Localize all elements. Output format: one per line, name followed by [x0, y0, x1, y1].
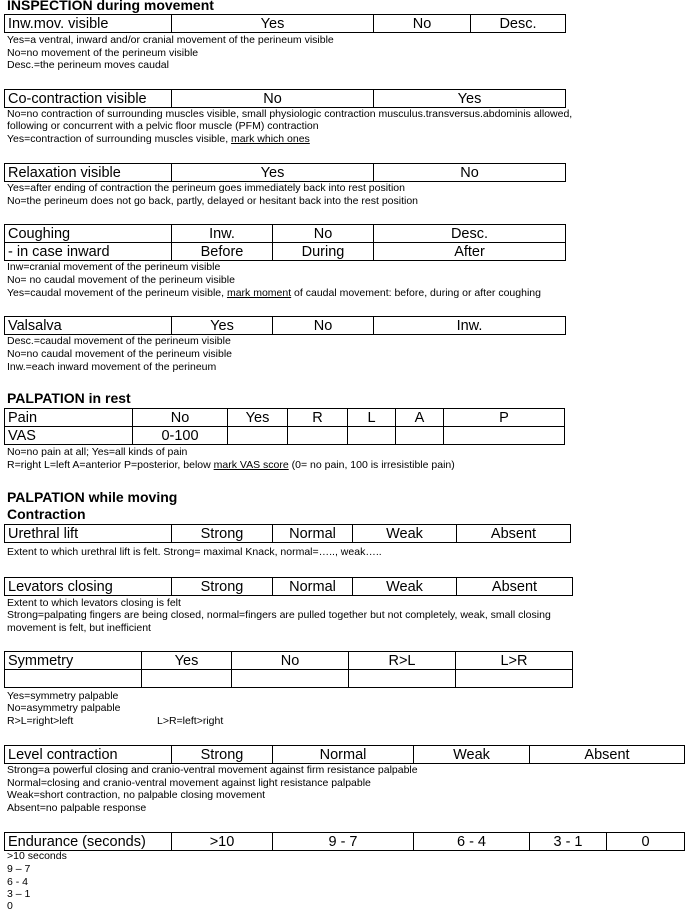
note: 3 – 1 [7, 888, 31, 900]
urethral-lift-table [4, 524, 571, 543]
coughing-table [4, 224, 566, 261]
inspection-heading: INSPECTION during movement [7, 0, 214, 13]
row-label: - in case inward [5, 243, 172, 261]
note: Extent to which levators closing is felt [7, 597, 181, 609]
note: R>L=right>left [7, 715, 74, 727]
table-row [5, 670, 573, 688]
note-underlined: mark moment [226, 287, 292, 299]
option-r[interactable]: R [288, 409, 348, 427]
option-inw[interactable]: Inw. [374, 317, 566, 335]
row-label: Coughing [5, 225, 172, 243]
empty-cell[interactable] [142, 670, 232, 688]
option-l-gt-r[interactable]: L>R [456, 652, 573, 670]
table-row [5, 652, 573, 670]
option-absent[interactable]: Absent [457, 578, 573, 596]
option-strong[interactable]: Strong [172, 525, 273, 543]
row-label: Co-contraction visible [5, 90, 172, 108]
note: Strong=palpating fingers are being closed, normal=fingers are pulled together but not completely, weak, small closing [7, 609, 551, 621]
levators-closing-table [4, 577, 573, 596]
option-before[interactable]: Before [172, 243, 273, 261]
row-label: Relaxation visible [5, 164, 172, 182]
option-normal[interactable]: Normal [273, 746, 414, 764]
note: No=asymmetry palpable [7, 702, 121, 714]
note: Extent to which urethral lift is felt. Strong= maximal Knack, normal=….., weak….. [7, 546, 382, 558]
valsalva-table [4, 316, 566, 335]
inw-mov-table [4, 14, 566, 33]
note-text: Yes=contraction of surrounding muscles visible, [7, 133, 232, 145]
option-p[interactable]: P [444, 409, 565, 427]
option-no[interactable]: No [273, 317, 374, 335]
option-normal[interactable]: Normal [273, 525, 353, 543]
note: No= no caudal movement of the perineum visible [7, 274, 235, 286]
relaxation-table [4, 163, 566, 182]
table-row [5, 243, 566, 261]
option-weak[interactable]: Weak [353, 578, 457, 596]
note: No=no caudal movement of the perineum visible [7, 348, 233, 360]
note-text: Yes=caudal movement of the perineum visible, [7, 287, 227, 299]
option-absent[interactable]: Absent [530, 746, 685, 764]
option-yes[interactable]: Yes [374, 90, 566, 108]
note-underlined: mark which ones [231, 133, 310, 145]
option-3-1[interactable]: 3 - 1 [530, 833, 607, 851]
note-text: R=right L=left A=anterior P=posterior, below [7, 459, 214, 471]
table-row [5, 578, 573, 596]
note: Inw=cranial movement of the perineum visible [7, 261, 221, 273]
table-row [5, 15, 566, 33]
option-yes[interactable]: Yes [142, 652, 232, 670]
note: >10 seconds [7, 850, 67, 862]
endurance-table [4, 832, 685, 851]
option-no[interactable]: No [374, 15, 471, 33]
note: following or concurrent with a pelvic floor muscle (PFM) contraction [7, 120, 319, 132]
note: Strong=a powerful closing and cranio-ventral movement against firm resistance palpable [7, 764, 418, 776]
note: 9 – 7 [7, 863, 31, 875]
option-after[interactable]: After [374, 243, 566, 261]
option-9-7[interactable]: 9 - 7 [273, 833, 414, 851]
note: No=no movement of the perineum visible [7, 47, 199, 59]
note-text: (0= no pain, 100 is irresistible pain) [288, 459, 455, 471]
note: No=no contraction of surrounding muscles visible, small physiologic contraction musculus.transversus.abdominis allowed, [7, 108, 573, 120]
empty-cell[interactable] [349, 670, 456, 688]
note: Absent=no palpable response [7, 802, 147, 814]
note: Yes=a ventral, inward and/or cranial movement of the perineum visible [7, 34, 334, 46]
contraction-subheading: Contraction [7, 506, 86, 522]
vas-cell[interactable] [288, 427, 348, 445]
table-row [5, 409, 565, 427]
option-desc[interactable]: Desc. [471, 15, 566, 33]
option-yes[interactable]: Yes [172, 317, 273, 335]
option-a[interactable]: A [396, 409, 444, 427]
row-label: Endurance (seconds) [5, 833, 172, 851]
option-normal[interactable]: Normal [273, 578, 353, 596]
note: Desc.=caudal movement of the perineum visible [7, 335, 231, 347]
note: Normal=closing and cranio-ventral movement against light resistance palpable [7, 777, 371, 789]
row-label: Symmetry [5, 652, 142, 670]
palpation-moving-heading: PALPATION while moving [7, 489, 178, 505]
note: Yes=symmetry palpable [7, 690, 119, 702]
option-during[interactable]: During [273, 243, 374, 261]
row-label: Inw.mov. visible [5, 15, 172, 33]
table-row [5, 317, 566, 335]
empty-cell[interactable] [456, 670, 573, 688]
option-inw[interactable]: Inw. [172, 225, 273, 243]
row-label: Valsalva [5, 317, 172, 335]
option-absent[interactable]: Absent [457, 525, 571, 543]
option-yes[interactable]: Yes [172, 15, 374, 33]
row-label: Level contraction [5, 746, 172, 764]
option-weak[interactable]: Weak [353, 525, 457, 543]
note: No=no pain at all; Yes=all kinds of pain [7, 446, 188, 458]
row-label: Levators closing [5, 578, 172, 596]
table-row [5, 746, 685, 764]
empty-cell[interactable] [232, 670, 349, 688]
pain-table [4, 408, 565, 445]
vas-cell[interactable] [444, 427, 565, 445]
table-row [5, 164, 566, 182]
option-yes[interactable]: Yes [172, 164, 374, 182]
option-r-gt-l[interactable]: R>L [349, 652, 456, 670]
palpation-rest-heading: PALPATION in rest [7, 390, 131, 406]
option-no[interactable]: No [172, 90, 374, 108]
vas-cell[interactable] [228, 427, 288, 445]
note: No=the perineum does not go back, partly, delayed or hesitant back into the rest position [7, 195, 419, 207]
note: Desc.=the perineum moves caudal [7, 59, 169, 71]
cocontraction-table [4, 89, 566, 108]
option-6-4[interactable]: 6 - 4 [414, 833, 530, 851]
option-yes[interactable]: Yes [228, 409, 288, 427]
note [7, 287, 541, 300]
option-gt10[interactable]: >10 [172, 833, 273, 851]
table-row [5, 833, 685, 851]
option-l[interactable]: L [348, 409, 396, 427]
empty-cell[interactable] [5, 670, 142, 688]
option-no[interactable]: No [232, 652, 349, 670]
option-no[interactable]: No [374, 164, 566, 182]
row-label: VAS [5, 427, 133, 445]
level-contraction-table [4, 745, 685, 764]
note-text: of caudal movement: before, during or after coughing [291, 287, 541, 299]
note: 6 - 4 [7, 876, 29, 888]
option-no[interactable]: No [273, 225, 374, 243]
note: Inw.=each inward movement of the perineum [7, 361, 217, 373]
note [7, 459, 455, 472]
option-strong[interactable]: Strong [172, 746, 273, 764]
table-row [5, 90, 566, 108]
note: Yes=after ending of contraction the perineum goes immediately back into rest position [7, 182, 405, 194]
vas-cell[interactable] [396, 427, 444, 445]
row-label: Pain [5, 409, 133, 427]
option-no[interactable]: No [133, 409, 228, 427]
table-row [5, 225, 566, 243]
option-weak[interactable]: Weak [414, 746, 530, 764]
note: 0 [7, 900, 13, 912]
vas-cell[interactable] [348, 427, 396, 445]
option-desc[interactable]: Desc. [374, 225, 566, 243]
note: L>R=left>right [157, 715, 224, 727]
table-row [5, 427, 565, 445]
note-underlined: mark VAS score [213, 459, 289, 471]
table-row [5, 525, 571, 543]
note [7, 133, 310, 146]
symmetry-table [4, 651, 573, 688]
note: Weak=short contraction, no palpable closing movement [7, 789, 266, 801]
row-label: Urethral lift [5, 525, 172, 543]
note: movement is felt, but inefficient [7, 622, 151, 634]
option-0[interactable]: 0 [607, 833, 685, 851]
option-strong[interactable]: Strong [172, 578, 273, 596]
vas-range: 0-100 [133, 427, 228, 445]
